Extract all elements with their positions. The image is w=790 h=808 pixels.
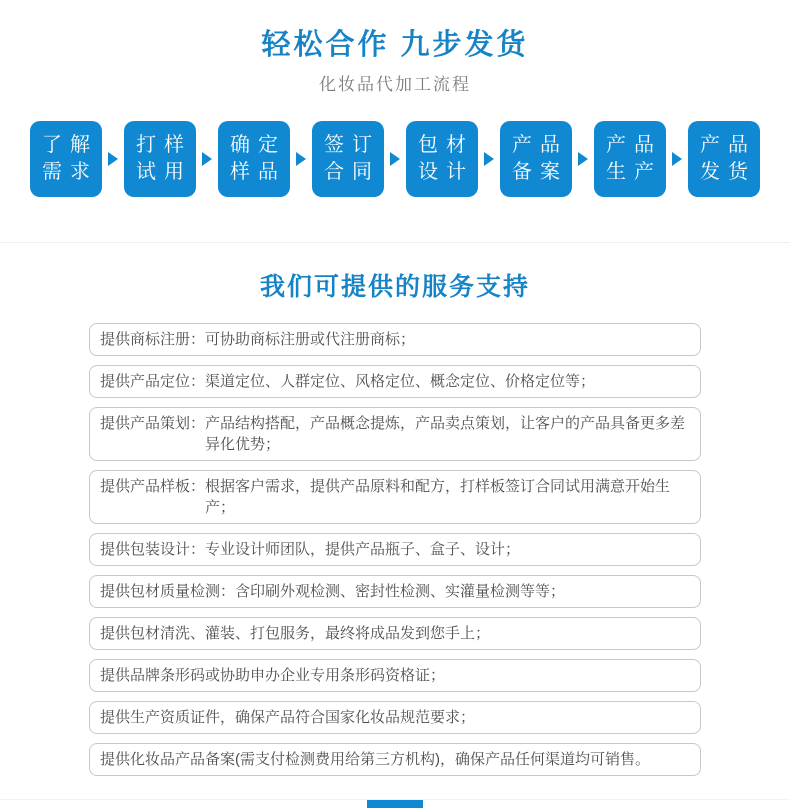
arrow-right-icon (108, 152, 118, 166)
arrow-right-icon (578, 152, 588, 166)
service-item (89, 407, 701, 461)
step-box (406, 121, 478, 197)
service-text: 提供生产资质证件，确保产品符合国家化妆品规范要求； (100, 709, 476, 726)
arrow-right-icon (296, 152, 306, 166)
service-item (89, 470, 701, 524)
service-item (89, 743, 701, 776)
service-label: 提供包材质量检测： (100, 583, 236, 600)
step-line: 样品 (230, 161, 286, 183)
service-label: 提供产品定位： (100, 373, 206, 390)
step-box (500, 121, 572, 197)
service-item (89, 659, 701, 692)
arrow-right-icon (672, 152, 682, 166)
step-line: 试用 (136, 161, 192, 183)
step-line: 打样 (136, 134, 192, 156)
service-label: 提供产品策划： (100, 415, 206, 432)
arrow-right-icon (484, 152, 494, 166)
step-line: 合同 (324, 161, 380, 183)
step-line: 签订 (324, 134, 380, 156)
step-line: 包材 (418, 134, 474, 156)
section-divider (0, 242, 790, 243)
arrow-right-icon (390, 152, 400, 166)
step-box (218, 121, 290, 197)
step-box (594, 121, 666, 197)
service-text: 产品结构搭配，产品概念提炼，产品卖点策划，让客户的产品具备更多差异化优势； (205, 415, 686, 453)
step-line: 设计 (418, 161, 474, 183)
service-item (89, 617, 701, 650)
process-steps-row (0, 121, 790, 197)
step-line: 需求 (42, 161, 98, 183)
step-box (312, 121, 384, 197)
service-item (89, 575, 701, 608)
step-line: 产品 (606, 134, 662, 156)
step-line: 确定 (230, 134, 286, 156)
step-line: 产品 (700, 134, 756, 156)
service-item (89, 323, 701, 356)
step-line: 生产 (606, 161, 662, 183)
services-list (89, 323, 701, 776)
service-label: 提供产品样板： (100, 478, 206, 495)
arrow-right-icon (202, 152, 212, 166)
step-line: 发货 (700, 161, 756, 183)
service-label: 提供商标注册： (100, 331, 206, 348)
step-box (688, 121, 760, 197)
service-text: 提供包材清洗、灌装、打包服务，最终将成品发到您手上； (100, 625, 491, 642)
step-line: 产品 (512, 134, 568, 156)
services-section-title: 我们可提供的服务支持 (259, 273, 530, 301)
footer-blue-bar (367, 800, 423, 808)
service-item (89, 701, 701, 734)
service-text: 提供品牌条形码或协助申办企业专用条形码资格证； (100, 667, 446, 684)
service-text: 渠道定位、人群定位、风格定位、概念定位、价格定位等； (205, 373, 596, 390)
service-text: 提供化妆品产品备案(需支付检测费用给第三方机构)，确保产品任何渠道均可销售。 (100, 751, 650, 768)
step-line: 备案 (512, 161, 568, 183)
step-box (30, 121, 102, 197)
page-subtitle: 化妆品代加工流程 (319, 75, 471, 94)
step-line: 了解 (42, 134, 98, 156)
service-text: 可协助商标注册或代注册商标； (205, 331, 416, 348)
step-box (124, 121, 196, 197)
service-text: 根据客户需求，提供产品原料和配方，打样板签订合同试用满意开始生产； (205, 478, 671, 516)
page-title: 轻松合作 九步发货 (261, 29, 529, 61)
service-label: 提供包装设计： (100, 541, 206, 558)
service-item (89, 365, 701, 398)
service-item (89, 533, 701, 566)
service-text: 专业设计师团队，提供产品瓶子、盒子、设计； (205, 541, 521, 558)
service-text: 含印刷外观检测、密封性检测、实灌量检测等等； (235, 583, 566, 600)
